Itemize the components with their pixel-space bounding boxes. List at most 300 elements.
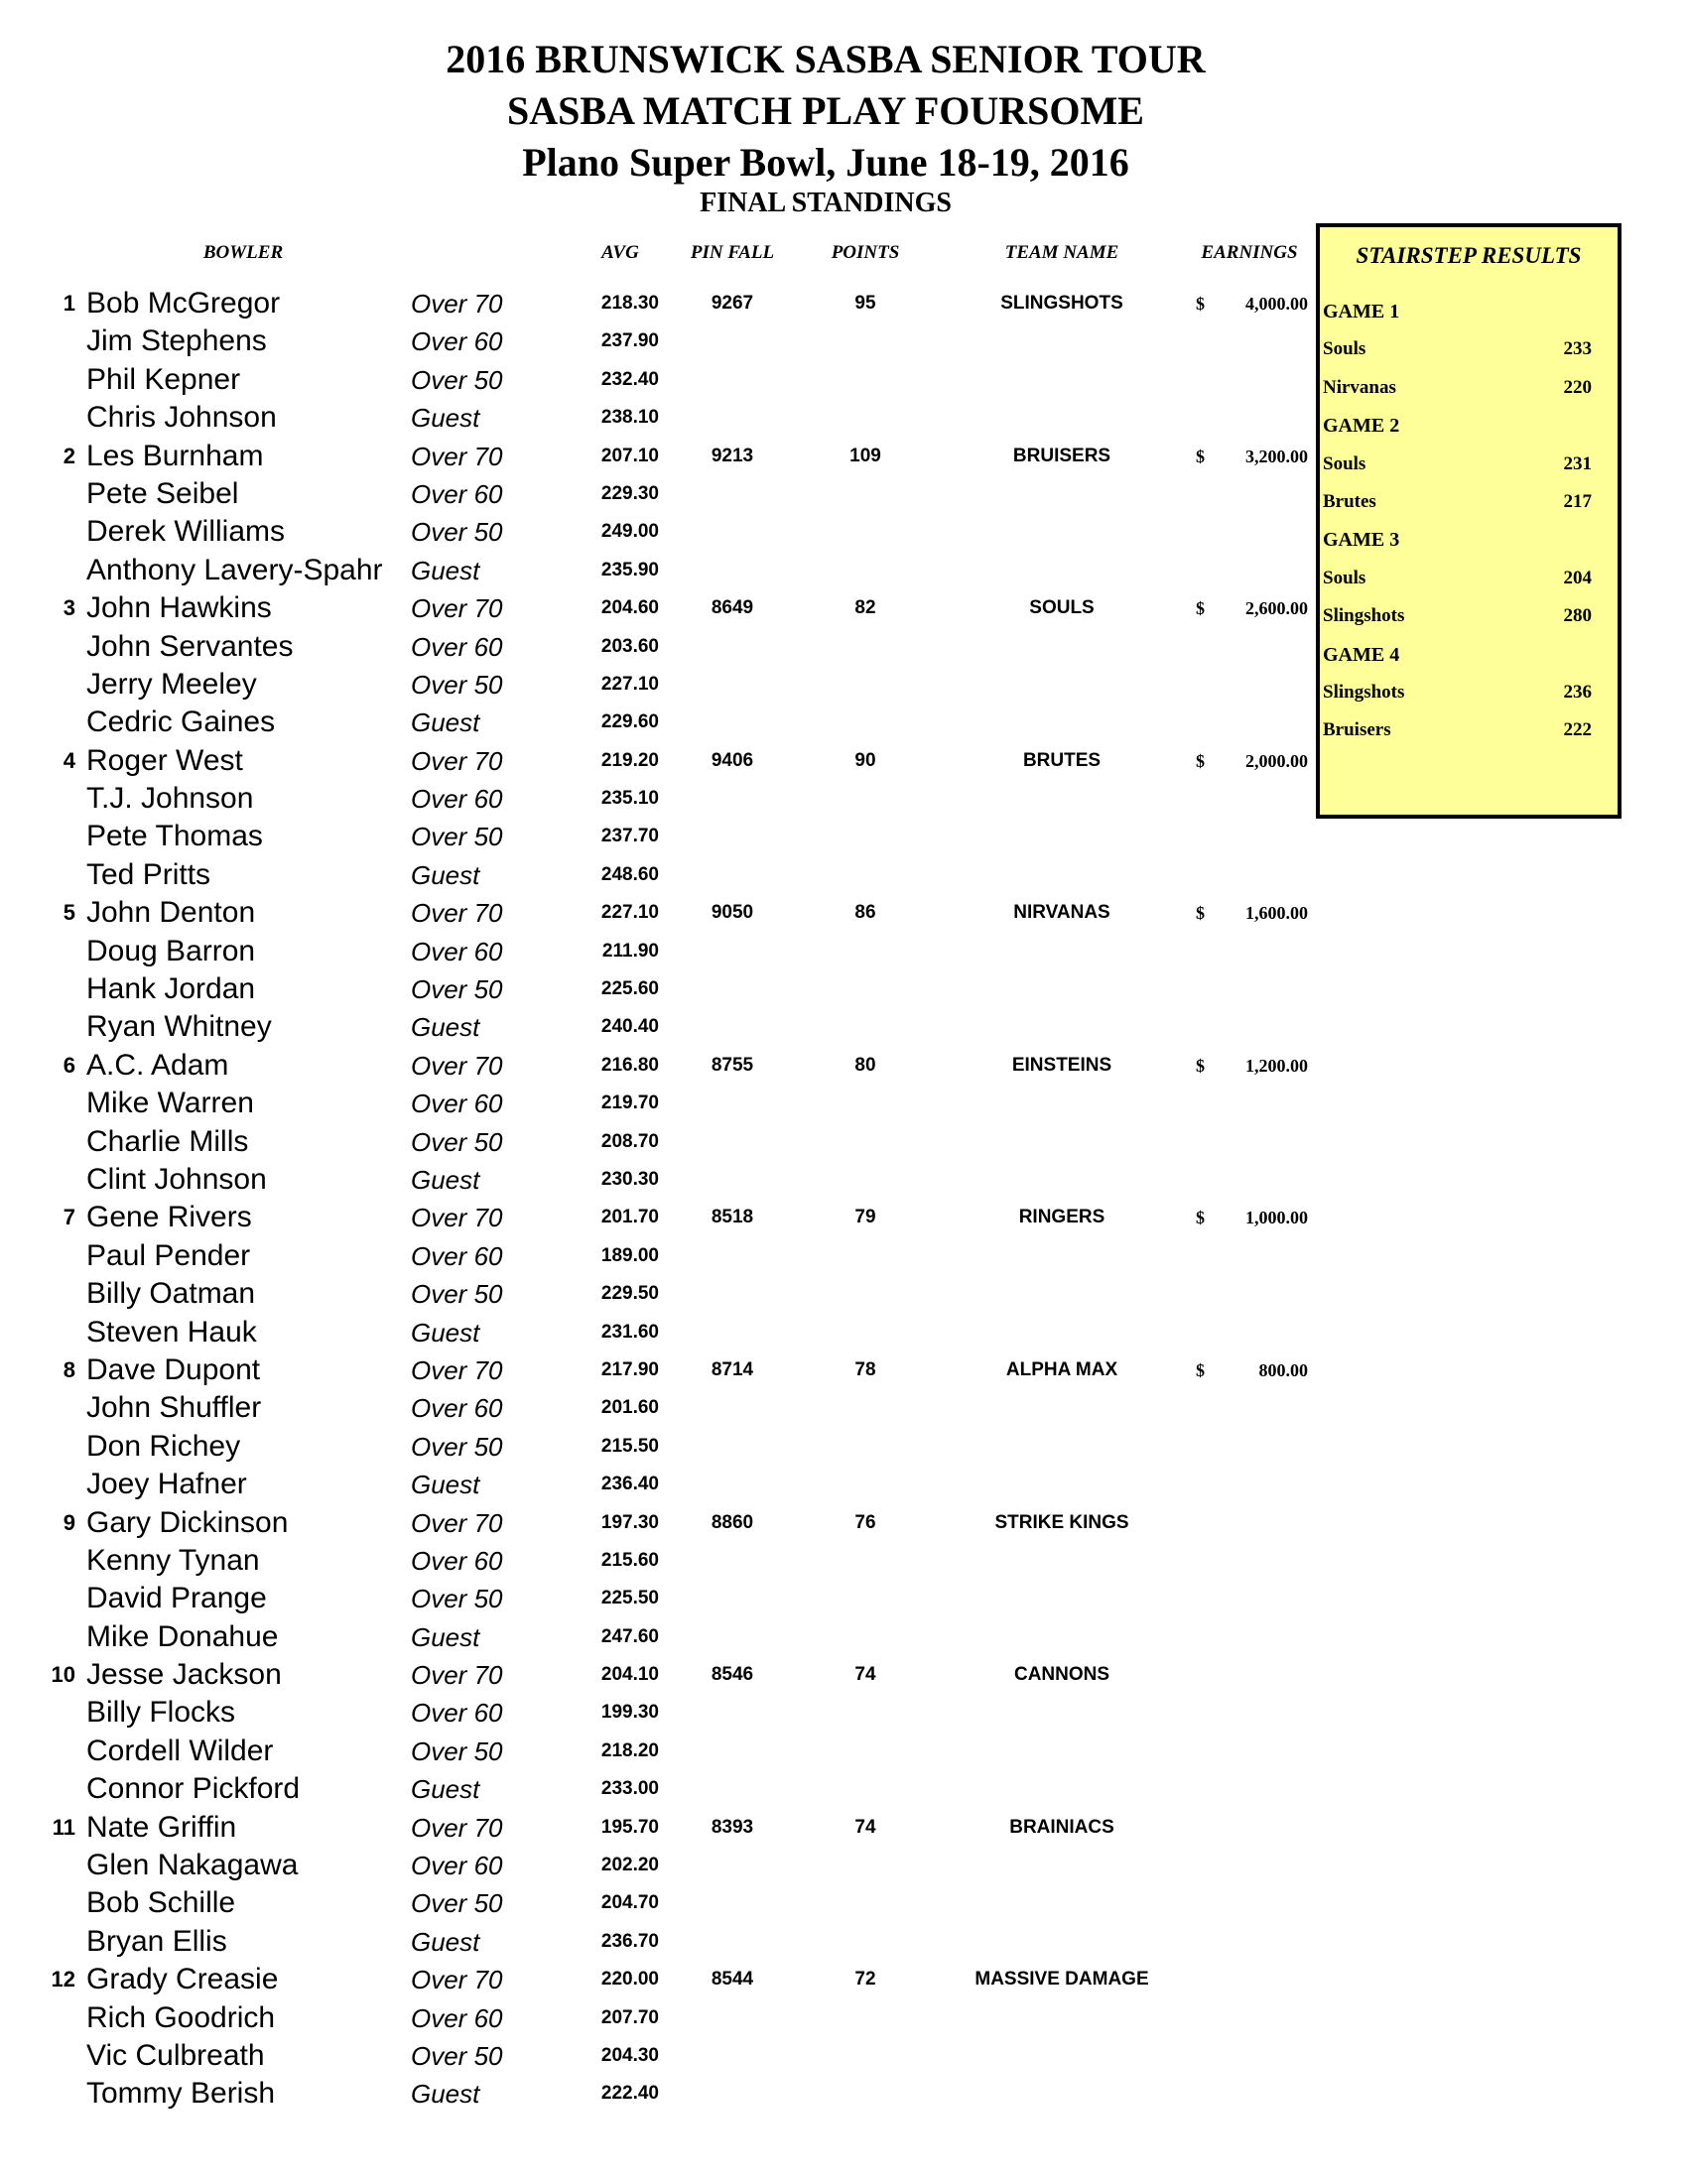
- bowler-average: 227.10: [600, 902, 659, 924]
- stairstep-score: 233: [1563, 338, 1592, 360]
- team-name: SOULS: [1029, 597, 1095, 619]
- table-row: [0, 2075, 1310, 2113]
- stairstep-score: 231: [1563, 452, 1592, 474]
- stairstep-result-row: [1320, 487, 1618, 517]
- team-name: NIRVANAS: [1013, 902, 1110, 924]
- game-number: GAME 3: [1323, 529, 1400, 552]
- bowler-average: 249.00: [600, 521, 659, 543]
- team-points: 80: [854, 1054, 876, 1076]
- bowler-average: 237.90: [600, 330, 659, 352]
- team-rank: 6: [63, 1052, 75, 1078]
- bowler-average: 222.40: [600, 2083, 659, 2105]
- game-number: GAME 2: [1323, 415, 1400, 438]
- bowler-name: John Hawkins: [86, 591, 272, 625]
- team-rank: 5: [63, 900, 75, 926]
- venue-date: Plano Super Bowl, June 18-19, 2016: [522, 140, 1129, 185]
- table-row: [0, 552, 1310, 589]
- bowler-division: Over 70: [411, 745, 503, 776]
- table-row: [0, 2037, 1310, 2075]
- bowler-average: 204.10: [600, 1664, 659, 1686]
- bowler-average: 236.40: [600, 1474, 659, 1495]
- bowler-division: Over 70: [411, 441, 503, 471]
- team-name: BRUISERS: [1012, 445, 1111, 466]
- bowler-name: Vic Culbreath: [86, 2038, 265, 2072]
- table-row: [0, 933, 1310, 970]
- bowler-name: John Shuffler: [86, 1391, 262, 1425]
- team-rank: 12: [51, 1967, 75, 1992]
- team-name: SLINGSHOTS: [1000, 293, 1123, 314]
- bowler-division: Over 60: [411, 326, 503, 357]
- table-row: [0, 1847, 1310, 1884]
- table-row: [0, 1733, 1310, 1770]
- bowler-average: 229.30: [600, 482, 659, 504]
- bowler-average: 236.70: [600, 1930, 659, 1952]
- team-earnings: 2,600.00: [1245, 598, 1308, 619]
- team-pinfall: 9050: [711, 902, 754, 924]
- bowler-division: Over 70: [411, 898, 503, 929]
- bowler-name: John Servantes: [86, 629, 294, 663]
- column-header-avg: AVG: [601, 242, 639, 263]
- bowler-average: 237.70: [600, 826, 659, 847]
- bowler-division: Over 70: [411, 289, 503, 319]
- table-row: [0, 1656, 1310, 1694]
- bowler-average: 216.80: [600, 1054, 659, 1076]
- team-name: BRAINIACS: [1009, 1816, 1114, 1838]
- bowler-name: Ryan Whitney: [86, 1010, 272, 1044]
- bowler-division: Guest: [411, 1012, 480, 1043]
- table-row: [0, 1884, 1310, 1922]
- table-row: [0, 1085, 1310, 1122]
- stairstep-score: 204: [1563, 567, 1592, 588]
- table-row: [0, 1694, 1310, 1732]
- bowler-division: Over 60: [411, 1393, 503, 1424]
- bowler-name: Dave Dupont: [86, 1352, 261, 1386]
- team-earnings: 1,000.00: [1245, 1208, 1308, 1228]
- bowler-division: Over 50: [411, 1735, 503, 1766]
- bowler-name: Nate Griffin: [86, 1810, 237, 1844]
- team-name: STRIKE KINGS: [994, 1511, 1129, 1533]
- bowler-average: 220.00: [600, 1969, 659, 1991]
- table-row: [0, 1314, 1310, 1351]
- tour-title: 2016 BRUNSWICK SASBA SENIOR TOUR: [446, 37, 1206, 81]
- bowler-average: 247.60: [600, 1625, 659, 1647]
- bowler-name: Clint Johnson: [86, 1162, 267, 1196]
- bowler-name: Mike Warren: [86, 1087, 254, 1120]
- team-points: 82: [854, 597, 876, 619]
- team-rank: 3: [63, 595, 75, 621]
- standings-table: [0, 285, 1310, 2114]
- bowler-name: Gary Dickinson: [86, 1505, 289, 1539]
- bowler-name: Jim Stephens: [86, 324, 267, 358]
- bowler-average: 219.20: [600, 749, 659, 771]
- table-row: [0, 438, 1310, 475]
- bowler-name: Grady Creasie: [86, 1963, 279, 1996]
- bowler-average: 199.30: [600, 1702, 659, 1724]
- team-points: 74: [854, 1816, 876, 1838]
- table-row: [0, 361, 1310, 399]
- bowler-division: Over 50: [411, 669, 503, 700]
- team-earnings: 3,200.00: [1245, 446, 1308, 466]
- stairstep-game-label: [1320, 525, 1618, 555]
- bowler-name: Pete Seibel: [86, 476, 239, 510]
- bowler-division: Guest: [411, 403, 480, 434]
- bowler-division: Over 50: [411, 364, 503, 395]
- bowler-average: 207.10: [600, 445, 659, 466]
- team-rank: 1: [63, 291, 75, 316]
- bowler-average: 203.60: [600, 635, 659, 657]
- bowler-division: Over 70: [411, 1203, 503, 1233]
- bowler-average: 195.70: [600, 1816, 659, 1838]
- team-points: 76: [854, 1511, 876, 1533]
- bowler-name: John Denton: [86, 896, 256, 930]
- bowler-average: 197.30: [600, 1511, 659, 1533]
- bowler-division: Over 50: [411, 1888, 503, 1919]
- stairstep-result-row: [1320, 334, 1618, 364]
- team-rank: 2: [63, 443, 75, 468]
- bowler-division: Guest: [411, 1621, 480, 1652]
- bowler-name: Charlie Mills: [86, 1124, 249, 1158]
- team-points: 74: [854, 1664, 876, 1686]
- bowler-division: Guest: [411, 1470, 480, 1500]
- currency-symbol: $: [1196, 598, 1205, 619]
- bowler-division: Over 50: [411, 1431, 503, 1462]
- stairstep-score: 222: [1563, 719, 1592, 741]
- bowler-average: 227.10: [600, 673, 659, 695]
- stairstep-result-row: [1320, 601, 1618, 631]
- bowler-name: Gene Rivers: [86, 1201, 252, 1234]
- team-earnings: 800.00: [1258, 1359, 1308, 1380]
- bowler-division: Over 50: [411, 1279, 503, 1310]
- bowler-average: 230.30: [600, 1168, 659, 1190]
- team-name: BRUTES: [1022, 749, 1102, 771]
- team-points: 90: [854, 749, 876, 771]
- bowler-name: Ted Pritts: [86, 857, 211, 891]
- bowler-division: Over 70: [411, 1812, 503, 1843]
- bowler-average: 231.60: [600, 1321, 659, 1343]
- bowler-name: Roger West: [86, 743, 243, 777]
- table-row: [0, 285, 1310, 322]
- column-header-points: POINTS: [831, 242, 900, 263]
- bowler-division: Over 50: [411, 974, 503, 1005]
- bowler-division: Over 70: [411, 1354, 503, 1385]
- table-row: [0, 1542, 1310, 1580]
- bowler-average: 248.60: [600, 863, 659, 885]
- bowler-average: 235.90: [600, 559, 659, 580]
- stairstep-team: Souls: [1323, 567, 1366, 588]
- column-header-team-name: TEAM NAME: [1004, 242, 1119, 263]
- team-pinfall: 9406: [711, 749, 754, 771]
- bowler-name: Paul Pender: [86, 1238, 251, 1272]
- table-row: [0, 742, 1310, 780]
- bowler-average: 229.50: [600, 1283, 659, 1305]
- bowler-average: 218.20: [600, 1739, 659, 1761]
- bowler-division: Over 60: [411, 1851, 503, 1881]
- table-row: [0, 1618, 1310, 1656]
- table-row: [0, 1199, 1310, 1236]
- stairstep-team: Slingshots: [1323, 605, 1405, 627]
- table-row: [0, 1389, 1310, 1427]
- table-row: [0, 1123, 1310, 1161]
- stairstep-result-row: [1320, 564, 1618, 593]
- bowler-name: Kenny Tynan: [86, 1543, 260, 1577]
- table-row: [0, 1809, 1310, 1847]
- team-pinfall: 8714: [711, 1358, 754, 1380]
- table-row: [0, 322, 1310, 360]
- stairstep-title: STAIRSTEP RESULTS: [1356, 243, 1582, 268]
- stairstep-team: Brutes: [1323, 491, 1376, 512]
- game-number: GAME 4: [1323, 643, 1400, 666]
- stairstep-team: Slingshots: [1323, 682, 1405, 703]
- table-row: [0, 780, 1310, 818]
- bowler-division: Over 50: [411, 1584, 503, 1614]
- bowler-average: 238.10: [600, 407, 659, 429]
- table-row: [0, 818, 1310, 855]
- team-pinfall: 8546: [711, 1664, 754, 1686]
- team-pinfall: 8860: [711, 1511, 754, 1533]
- team-rank: 10: [51, 1662, 75, 1688]
- team-points: 79: [854, 1207, 876, 1228]
- table-row: [0, 856, 1310, 894]
- bowler-name: Steven Hauk: [86, 1315, 257, 1349]
- stairstep-result-row: [1320, 450, 1618, 479]
- table-row: [0, 1999, 1310, 2037]
- bowler-average: 215.50: [600, 1435, 659, 1457]
- table-row: [0, 589, 1310, 627]
- bowler-division: Guest: [411, 2079, 480, 2110]
- team-points: 109: [849, 445, 881, 466]
- bowler-name: Chris Johnson: [86, 401, 277, 435]
- bowler-average: 232.40: [600, 368, 659, 390]
- bowler-division: Over 70: [411, 1507, 503, 1538]
- team-name: ALPHA MAX: [1005, 1358, 1118, 1380]
- bowler-name: Les Burnham: [86, 439, 264, 472]
- bowler-average: 233.00: [600, 1778, 659, 1800]
- event-title: SASBA MATCH PLAY FOURSOME: [507, 88, 1144, 133]
- team-name: EINSTEINS: [1011, 1054, 1112, 1076]
- bowler-name: Bryan Ellis: [86, 1924, 227, 1958]
- bowler-name: Bob McGregor: [86, 287, 281, 320]
- team-pinfall: 8755: [711, 1054, 754, 1076]
- bowler-average: 215.60: [600, 1549, 659, 1571]
- table-row: [0, 666, 1310, 704]
- table-row: [0, 704, 1310, 741]
- bowler-division: Over 60: [411, 478, 503, 509]
- bowler-average: 235.10: [600, 788, 659, 810]
- column-header-earnings: EARNINGS: [1201, 242, 1298, 263]
- stairstep-game-label: [1320, 411, 1618, 441]
- table-row: [0, 894, 1310, 932]
- bowler-name: Jesse Jackson: [86, 1658, 282, 1692]
- bowler-division: Over 50: [411, 2040, 503, 2071]
- currency-symbol: $: [1196, 1208, 1205, 1228]
- bowler-division: Over 60: [411, 1089, 503, 1119]
- stairstep-score: 220: [1563, 376, 1592, 398]
- currency-symbol: $: [1196, 1359, 1205, 1380]
- table-row: [0, 1923, 1310, 1961]
- table-row: [0, 1351, 1310, 1389]
- team-pinfall: 8544: [711, 1969, 754, 1991]
- bowler-division: Over 50: [411, 517, 503, 548]
- bowler-average: 201.70: [600, 1207, 659, 1228]
- game-number: GAME 1: [1323, 301, 1400, 322]
- bowler-division: Over 70: [411, 1965, 503, 1995]
- table-row: [0, 1504, 1310, 1542]
- table-row: [0, 1580, 1310, 1617]
- stairstep-result-row: [1320, 373, 1618, 403]
- bowler-name: Bob Schille: [86, 1886, 236, 1920]
- table-row: [0, 1275, 1310, 1313]
- bowler-name: Connor Pickford: [86, 1772, 301, 1806]
- team-name: MASSIVE DAMAGE: [974, 1969, 1149, 1991]
- bowler-division: Over 60: [411, 1240, 503, 1271]
- bowler-average: 208.70: [600, 1130, 659, 1152]
- bowler-division: Guest: [411, 1317, 480, 1348]
- bowler-average: 202.20: [600, 1855, 659, 1876]
- team-points: 95: [854, 293, 876, 314]
- bowler-name: Mike Donahue: [86, 1619, 279, 1653]
- stairstep-score: 280: [1563, 605, 1592, 627]
- bowler-name: Cordell Wilder: [86, 1734, 274, 1767]
- stairstep-result-row: [1320, 715, 1618, 745]
- bowler-name: Phil Kepner: [86, 362, 241, 396]
- bowler-average: 240.40: [600, 1016, 659, 1038]
- bowler-average: 211.90: [601, 940, 659, 962]
- team-rank: 11: [52, 1814, 75, 1840]
- table-row: [0, 1466, 1310, 1503]
- bowler-division: Over 60: [411, 1698, 503, 1729]
- currency-symbol: $: [1196, 1055, 1205, 1076]
- bowler-name: David Prange: [86, 1582, 267, 1615]
- currency-symbol: $: [1196, 446, 1205, 466]
- team-pinfall: 9213: [711, 445, 754, 466]
- bowler-division: Guest: [411, 707, 480, 738]
- team-pinfall: 8649: [711, 597, 754, 619]
- bowler-name: Glen Nakagawa: [86, 1849, 299, 1882]
- stairstep-team: Nirvanas: [1323, 376, 1396, 398]
- bowler-average: 229.60: [600, 711, 659, 733]
- bowler-average: 218.30: [600, 293, 659, 314]
- bowler-name: Cedric Gaines: [86, 706, 276, 739]
- column-header-bowler: BOWLER: [202, 242, 284, 263]
- bowler-average: 201.60: [600, 1397, 659, 1419]
- bowler-division: Over 60: [411, 2002, 503, 2033]
- bowler-division: Over 70: [411, 1660, 503, 1691]
- stairstep-team: Souls: [1323, 338, 1366, 360]
- bowler-average: 204.60: [600, 597, 659, 619]
- bowler-division: Guest: [411, 555, 480, 585]
- team-points: 78: [854, 1358, 876, 1380]
- stairstep-score: 236: [1563, 682, 1592, 703]
- currency-symbol: $: [1196, 903, 1205, 924]
- stairstep-game-label: [1320, 297, 1618, 326]
- bowler-division: Over 70: [411, 593, 503, 624]
- table-row: [0, 1161, 1310, 1199]
- team-name: CANNONS: [1013, 1664, 1110, 1686]
- bowler-average: 204.70: [600, 1892, 659, 1914]
- bowler-division: Over 60: [411, 631, 503, 662]
- bowler-division: Over 70: [411, 1050, 503, 1081]
- table-row: [0, 1237, 1310, 1275]
- team-name: RINGERS: [1018, 1207, 1105, 1228]
- table-row: [0, 513, 1310, 551]
- team-rank: 9: [63, 1509, 75, 1535]
- bowler-average: 189.00: [600, 1244, 659, 1266]
- bowler-division: Guest: [411, 859, 480, 890]
- bowler-division: Over 60: [411, 936, 503, 966]
- bowler-division: Over 50: [411, 1126, 503, 1157]
- bowler-name: Tommy Berish: [86, 2077, 276, 2111]
- bowler-division: Over 60: [411, 1545, 503, 1576]
- bowler-name: Billy Oatman: [86, 1277, 256, 1311]
- table-row: [0, 1008, 1310, 1046]
- team-rank: 4: [63, 747, 75, 773]
- bowler-average: 225.60: [600, 978, 659, 1000]
- bowler-division: Over 60: [411, 784, 503, 815]
- bowler-average: 207.70: [600, 2006, 659, 2028]
- table-row: [0, 1961, 1310, 1998]
- bowler-name: Anthony Lavery-Spahr: [86, 553, 383, 586]
- bowler-average: 217.90: [600, 1358, 659, 1380]
- table-row: [0, 970, 1310, 1008]
- bowler-name: Billy Flocks: [86, 1696, 236, 1730]
- bowler-division: Over 50: [411, 822, 503, 852]
- bowler-name: Joey Hafner: [86, 1468, 247, 1501]
- team-pinfall: 9267: [711, 293, 754, 314]
- table-row: [0, 475, 1310, 513]
- stairstep-result-row: [1320, 678, 1618, 707]
- stairstep-team: Bruisers: [1323, 719, 1391, 741]
- bowler-average: 219.70: [600, 1092, 659, 1114]
- table-row: [0, 1770, 1310, 1808]
- bowler-division: Guest: [411, 1164, 480, 1195]
- bowler-name: Doug Barron: [86, 934, 256, 967]
- bowler-division: Guest: [411, 1926, 480, 1957]
- standings-subtitle: FINAL STANDINGS: [700, 188, 952, 218]
- table-row: [0, 1428, 1310, 1466]
- bowler-name: T.J. Johnson: [86, 782, 254, 816]
- bowler-name: Jerry Meeley: [86, 667, 257, 701]
- table-row: [0, 1047, 1310, 1085]
- team-earnings: 2,000.00: [1245, 750, 1308, 771]
- bowler-name: Derek Williams: [86, 515, 286, 549]
- team-earnings: 1,600.00: [1245, 903, 1308, 924]
- bowler-name: Hank Jordan: [86, 972, 256, 1006]
- team-rank: 8: [63, 1356, 75, 1382]
- bowler-average: 225.50: [600, 1588, 659, 1609]
- team-earnings: 4,000.00: [1245, 294, 1308, 314]
- team-earnings: 1,200.00: [1245, 1055, 1308, 1076]
- bowler-division: Guest: [411, 1774, 480, 1805]
- team-pinfall: 8518: [711, 1207, 754, 1228]
- bowler-name: Rich Goodrich: [86, 2000, 276, 2034]
- team-points: 86: [854, 902, 876, 924]
- currency-symbol: $: [1196, 750, 1205, 771]
- table-row: [0, 628, 1310, 666]
- currency-symbol: $: [1196, 294, 1205, 314]
- team-pinfall: 8393: [711, 1816, 754, 1838]
- bowler-name: Don Richey: [86, 1429, 241, 1463]
- table-row: [0, 399, 1310, 437]
- stairstep-game-label: [1320, 640, 1618, 670]
- team-points: 72: [854, 1969, 876, 1991]
- column-header-pinfall: PIN FALL: [690, 242, 775, 263]
- document-header: [0, 34, 1651, 218]
- stairstep-team: Souls: [1323, 452, 1366, 474]
- bowler-name: A.C. Adam: [86, 1048, 229, 1082]
- stairstep-score: 217: [1563, 491, 1592, 512]
- stairstep-results-box: [1316, 223, 1622, 819]
- bowler-average: 204.30: [600, 2044, 659, 2066]
